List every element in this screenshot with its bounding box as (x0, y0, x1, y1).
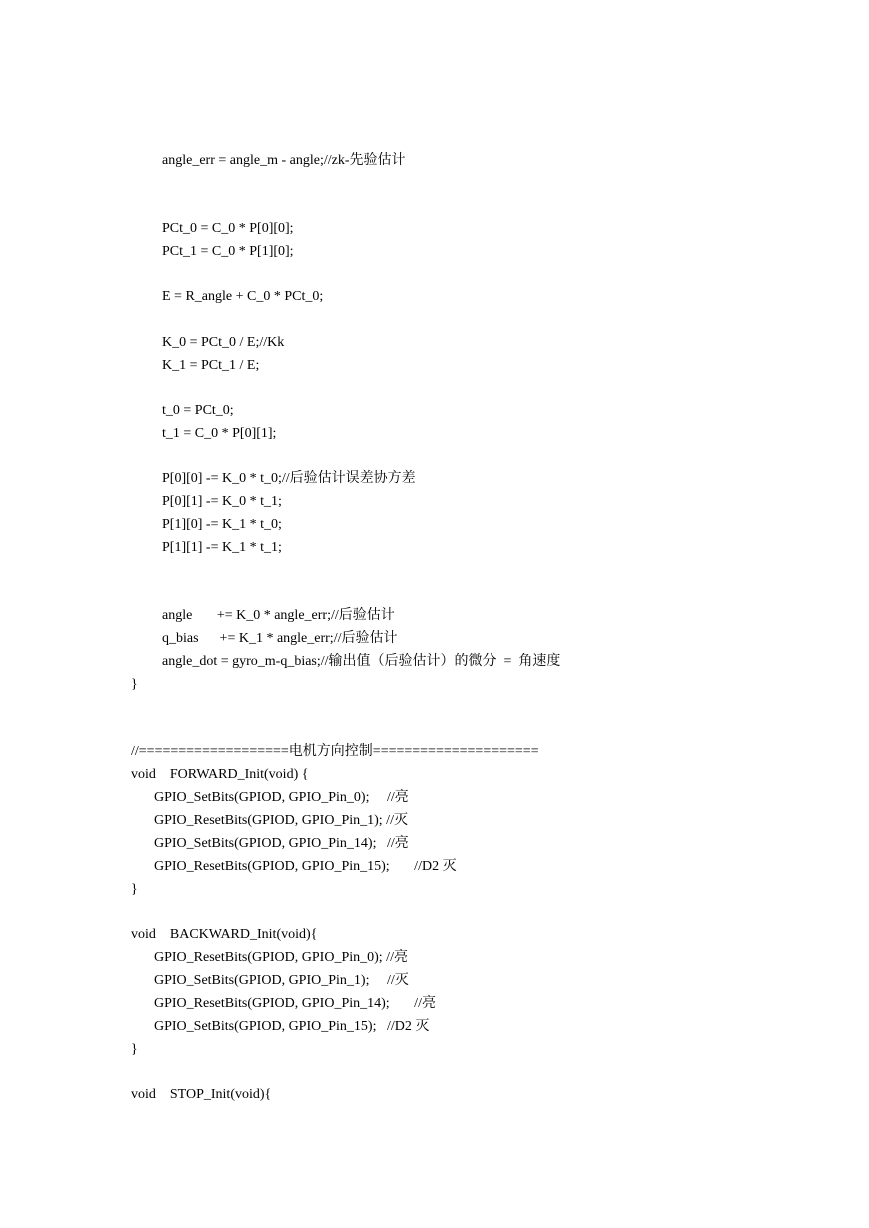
code-line: E = R_angle + C_0 * PCt_0; (162, 289, 324, 304)
code-line: GPIO_ResetBits(GPIOD, GPIO_Pin_0); //亮 (154, 950, 408, 965)
code-line: GPIO_SetBits(GPIOD, GPIO_Pin_1); //灭 (154, 973, 409, 988)
code-line: GPIO_ResetBits(GPIOD, GPIO_Pin_15); //D2 灭 (154, 859, 457, 874)
code-line: P[1][0] -= K_1 * t_0; (162, 517, 282, 532)
section-comment: //===================电机方向控制===================== (131, 744, 539, 759)
code-line: P[0][0] -= K_0 * t_0;//后验估计误差协方差 (162, 471, 416, 486)
code-line: void FORWARD_Init(void) { (131, 767, 309, 782)
code-line: angle_err = angle_m - angle;//zk-先验估计 (162, 153, 406, 168)
code-line: P[0][1] -= K_0 * t_1; (162, 494, 282, 509)
code-line: void STOP_Init(void){ (131, 1087, 272, 1102)
code-line: GPIO_SetBits(GPIOD, GPIO_Pin_0); //亮 (154, 790, 409, 805)
code-line: angle_dot = gyro_m-q_bias;//输出值（后验估计）的微分 = 角速度 (162, 654, 561, 669)
code-line: angle += K_0 * angle_err;//后验估计 (162, 608, 395, 623)
code-line: PCt_1 = C_0 * P[1][0]; (162, 244, 294, 259)
code-line: } (131, 677, 138, 692)
code-line: } (131, 882, 138, 897)
code-line: GPIO_ResetBits(GPIOD, GPIO_Pin_14); //亮 (154, 996, 436, 1011)
code-line: PCt_0 = C_0 * P[0][0]; (162, 221, 294, 236)
code-line: t_1 = C_0 * P[0][1]; (162, 426, 277, 441)
code-line: GPIO_SetBits(GPIOD, GPIO_Pin_15); //D2 灭 (154, 1019, 430, 1034)
code-line: } (131, 1042, 138, 1057)
code-line: K_0 = PCt_0 / E;//Kk (162, 335, 285, 350)
code-line: GPIO_SetBits(GPIOD, GPIO_Pin_14); //亮 (154, 836, 409, 851)
code-line: K_1 = PCt_1 / E; (162, 358, 260, 373)
code-line: GPIO_ResetBits(GPIOD, GPIO_Pin_1); //灭 (154, 813, 408, 828)
code-line: void BACKWARD_Init(void){ (131, 927, 318, 942)
code-line: q_bias += K_1 * angle_err;//后验估计 (162, 631, 398, 646)
code-line: P[1][1] -= K_1 * t_1; (162, 540, 282, 555)
code-line: t_0 = PCt_0; (162, 403, 234, 418)
